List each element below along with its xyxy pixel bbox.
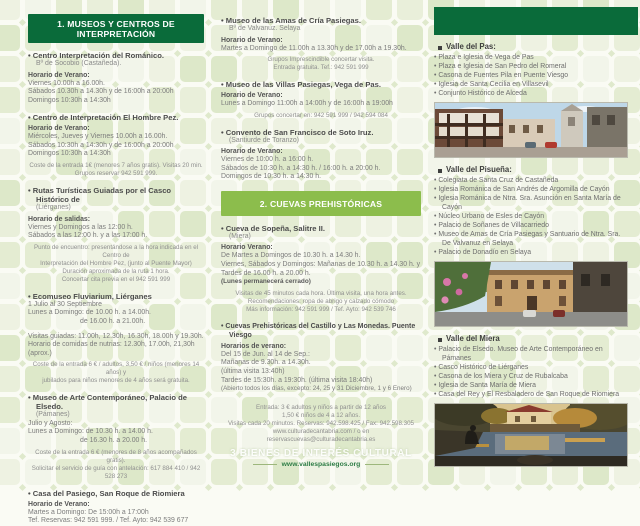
museum-entry: [221, 16, 421, 72]
valley-title: Valle del Pas:: [434, 42, 628, 52]
section-header-museums: 1. MUSEOS Y CENTROS DE INTERPRETACIÓN: [28, 14, 204, 43]
closed-note: (Lunes permanecerá cerrado): [221, 278, 311, 286]
entry-title: • Rutas Turísticas Guiadas por el Casco Histórico de: [28, 186, 204, 204]
note-line: Solicitar el servicio de guía con antelación: 617 884 410 / 942 528 273: [31, 464, 201, 480]
schedule-line: Viernes y Domingos a las 12:00 h.: [28, 223, 133, 231]
photo-river-statue: [434, 403, 628, 467]
price-note: [28, 449, 204, 481]
entry-location: (Santiurde de Toranzo): [229, 136, 299, 144]
schedule-line: De Martes a Domingos de 10.30 h. a 14.30 h.: [221, 252, 361, 260]
list-item: • Colegiata de Santa Cruz de Castañeda: [434, 176, 628, 185]
museum-entry: [28, 113, 204, 178]
schedule-line: Sábados de 10:30 h. a 14:30 h. / 16:00 h. a 20:00 h.: [221, 164, 381, 172]
valley-section-pisuena: [434, 165, 628, 257]
valley-title: Valle del Miera: [434, 334, 628, 344]
valley-section-miera: [434, 334, 628, 399]
entry-title: • Museo de las Amas de Cría Pasiegas.: [221, 16, 421, 25]
schedule-line: Miércoles, Jueves y Viernes 10.00h a 16.00h.: [28, 133, 168, 141]
entry-location: Bº de Socobio (Castañeda).: [36, 60, 122, 67]
valley-title: Valle del Pisueña:: [434, 165, 628, 175]
schedule-line: Martes a Domingo de 11.00h a 13.30h y de 17.00h a 19.30h.: [221, 44, 407, 52]
entry-title: • Museo de Arte Contemporáneo, Palacio de Elsedo.: [28, 393, 204, 411]
schedule-label: Horario de Verano:: [221, 36, 283, 44]
entry-location: (Pámanes): [36, 411, 70, 419]
entry-title: • Casa del Pasiego, San Roque de Riomiera: [28, 489, 204, 498]
schedule-line: Del 15 de Jun. al 14 de Sep.:: [221, 350, 310, 358]
note-line: Duración aproximada de la ruta 1 hora.: [62, 267, 170, 275]
schedule-line: Lunes a Domingo 11:00h a 14:00h y de 16:00h a 19:00h: [221, 100, 393, 108]
schedule-line: Sábados a las 12:00 h. y a las 17:00 h.: [28, 232, 148, 240]
schedule-label: Julio y Agosto:: [28, 419, 73, 427]
cave-entry: [221, 224, 421, 314]
museum-entry: [221, 128, 421, 182]
photo-palace-street: [434, 261, 628, 327]
note-line: Grupos Imprescindible concertar visita.: [267, 56, 375, 64]
entry-title: • Museo de las Villas Pasiegas, Vega de Pas.: [221, 80, 421, 89]
museum-entry: [28, 186, 204, 284]
schedule-label: Horario de Verano:: [28, 125, 90, 133]
cave-entry: [221, 322, 421, 394]
list-item: • Casona de Fuentes Pila en Puente Viesgo: [434, 71, 628, 80]
pricing-footer: [221, 404, 421, 444]
photo-village-square: [434, 102, 628, 158]
schedule-line: Mañanas de 9.30h. a 14.30h.: [221, 359, 311, 367]
schedule-line: de 16.30 h. a 20.00 h.: [80, 437, 148, 444]
schedule-line: Viernes, Sábados y Domingos: Mañanas de 10.30 h. a 14.30 h. y: [221, 261, 421, 269]
note-line: Concertar cita previa en el 942 591 999: [61, 275, 171, 283]
schedule-line: Lunes a Domingo: de 10.30 h. a 14.00 h.: [28, 428, 153, 436]
groups-note: [221, 112, 421, 120]
schedule-line: 1 Julio al 30 Septiembre: [28, 300, 102, 308]
note-line: Punto de encuentro: presentándose a la hora indicada en el Centro de: [33, 243, 199, 259]
schedule-line: Visitas guiadas: 11.00h, 12.30h, 16.30h, 18.00h y 19.30h.: [28, 332, 204, 340]
schedule-line: Tardes de 16.00 h. a 20.00 h.: [221, 269, 311, 277]
entry-title: • Cuevas Prehistóricas del Castillo y Las Monedas. Puente Viesgo: [221, 322, 421, 340]
museum-entry: [28, 393, 204, 480]
divider-line: [365, 464, 389, 465]
valley-list: [434, 53, 628, 98]
note-line: Visitas cada 20 minutos. Reservas: 942.598.425 / Fax: 942.598.305: [228, 419, 414, 427]
list-item: • Palacio de Donadío en Selaya: [434, 248, 628, 257]
schedule-line: (última visita 13:40h): [221, 368, 285, 376]
entry-title: • Centro Interpretación del Románico.: [28, 51, 204, 60]
list-item: • Iglesia Románica de Ntra. Sra. Asunción en Santa María de Cayón: [434, 194, 628, 212]
entry-location: Bº de Valvanuz. Selaya: [229, 25, 301, 32]
museum-entry: [221, 80, 421, 120]
section-header-caves: 2. CUEVAS PREHISTÓRICAS: [221, 191, 421, 216]
note-line: Visitas de 45 minutos cada hora. Última visita, una hora antes.: [235, 289, 407, 297]
valley-list: [434, 176, 628, 257]
schedule-label: Horario de salidas:: [28, 215, 91, 223]
schedule-line: de 16.00 h. a 21.00h.: [80, 317, 146, 325]
schedule-label: Horario de Verano:: [28, 500, 90, 508]
entry-title: • Ecomuseo Fluviarium, Liérganes: [28, 292, 204, 301]
note-line: Grupos reservar 942 591 999.: [74, 170, 158, 178]
schedule-label: Horario de Verano:: [221, 148, 283, 156]
meeting-note: [28, 244, 204, 284]
column-caves: [221, 14, 421, 468]
price-note: [28, 162, 204, 178]
schedule-line: Sábados 10:30h a 14:30h y de 16:00h a 20:00h: [28, 141, 174, 149]
list-item: • Núcleo Urbano de Esles de Cayón: [434, 212, 628, 221]
schedule-line: Martes a Domingo: De 15:00h a 17:00h: [28, 508, 149, 516]
list-item: • Casco Histórico de Liérganes: [434, 363, 628, 372]
entry-title: • Centro de Interpretación El Hombre Pez.: [28, 113, 204, 122]
museum-entry: [28, 489, 204, 526]
note-line: Grupos concertar en: 942 591 999 / 942 594 084: [254, 111, 388, 119]
note-line: Interpretación del Hombre Pez, (junto al Puente Mayor): [40, 259, 192, 267]
museum-entry: [28, 292, 204, 386]
list-item: • Casona de los Miera y Cruz de Rubalcaba: [434, 372, 628, 381]
valley-list: [434, 345, 628, 399]
note-line: Recomendaciones: ropa de abrigo y calzado cómodo: [247, 297, 395, 305]
list-item: • Plaza e Iglesia de San Pedro del Romeral: [434, 62, 628, 71]
list-item: • Iglesia Románica de San Andrés de Argomilla de Cayón: [434, 185, 628, 194]
entry-location: (Miera): [229, 232, 251, 240]
list-item: • Palacio de Elsedo. Museo de Arte Contemporáneo en Pámanes: [434, 345, 628, 363]
column-museums: [28, 14, 204, 526]
groups-note: [221, 56, 421, 72]
note-line: Coste de la entrada 6 € / adultos, 3,50 € / niños (menores 14 años) y: [32, 361, 200, 377]
list-item: • Museo de Amas de Cría Pasiegas y Santuario de Ntra. Sra. De Valvanuz en Selaya: [434, 230, 628, 248]
museum-entry: [28, 51, 204, 105]
schedule-line: (Abierto todos los días, excepto: 24, 25 y 31 Diciembre, 1 y 6 Enero): [221, 385, 412, 393]
list-item: • Iglesia de Santa Cecilia en Villasevil: [434, 80, 628, 89]
column-heritage: [434, 7, 628, 467]
schedule-label: Horario de Verano:: [28, 71, 90, 79]
entry-title: • Convento de San Francisco de Soto Iruz.: [221, 128, 421, 137]
schedule-label: Horario de Verano:: [221, 92, 283, 100]
website-row: [221, 461, 421, 468]
note-line: 1,50 € niños de 4 a 12 años.: [281, 411, 361, 419]
divider-line: [253, 464, 277, 465]
schedule-line: Domingos 10:30h a 14:30h: [28, 96, 111, 104]
list-item: • Casa del Rey y El Resbaladero de San Roque de Riomiera: [434, 390, 628, 399]
note-line: jubilados para niños menores de 4 años será gratuita.: [42, 377, 190, 385]
entry-location: (Liérganes): [36, 204, 71, 212]
schedule-label: Horarios de verano:: [221, 342, 287, 350]
list-item: • Plaza e Iglesia de Vega de Pas: [434, 53, 628, 62]
note-line: Más información: 942 591 999 / Tef. Ayto: 942 539 746: [246, 305, 396, 313]
website-link[interactable]: www.vallespasiegos.org: [281, 460, 361, 468]
schedule-line: Horario de comidas de nutrias: 12.30h, 17.00h, 21,30h (aprox.): [28, 341, 195, 357]
top-green-band: [434, 7, 638, 35]
note-line: Entrada: 3 € adultos y niños a partir de 12 años: [255, 403, 387, 411]
contact-links[interactable]: www.culturadecantabria.com / o en reservascuevas@culturadecantabria.es: [266, 427, 376, 443]
watermark-heritage-title: 3 BIENES DE INTERÉS CULTURAL: [230, 447, 412, 459]
schedule-label: Horario Verano:: [221, 244, 273, 252]
list-item: • Palacio de Soñanes de Villacarriedo: [434, 221, 628, 230]
note-line: Coste de la entrada 1€ (menores 7 años gratis). Visitas 20 min.: [29, 162, 203, 170]
note-line: Coste de la entrada 6 € (menores de 8 años acompañados gratis).: [35, 448, 197, 464]
schedule-line: Domingos de 10:30 h. a 14:30 h.: [221, 173, 321, 181]
schedule-line: Sábados 10.30h a 14.30h y de 16:00h a 20:00h: [28, 88, 174, 96]
schedule-line: Viernes de 10:00 h. a 16:00 h.: [221, 156, 314, 164]
visit-note: [221, 290, 421, 314]
valley-section-pas: [434, 42, 628, 98]
schedule-line: Tardes de 15:30h. a 19:30h. (última visita 18:40h): [221, 376, 373, 384]
entry-title: • Cueva de Sopeña, Salitre II.: [221, 224, 421, 233]
price-note: [28, 361, 204, 385]
list-item: • Iglesia de Santa María de Miera: [434, 381, 628, 390]
note-line: Entrada gratuita. Tef.: 942 591 999: [273, 64, 369, 72]
schedule-line: Lunes a Domingo: de 10.00 h. a 14.00h.: [28, 309, 151, 317]
schedule-line: Domingos 10:30h a 14:30h: [28, 150, 111, 158]
schedule-line: Tef. Reservas: 942 591 999. / Tef. Ayto: 942 539 677: [28, 517, 189, 525]
schedule-line: Viernes 10.00h a 16.00h.: [28, 79, 105, 87]
list-item: • Conjunto Histórico de Alceda: [434, 89, 628, 98]
